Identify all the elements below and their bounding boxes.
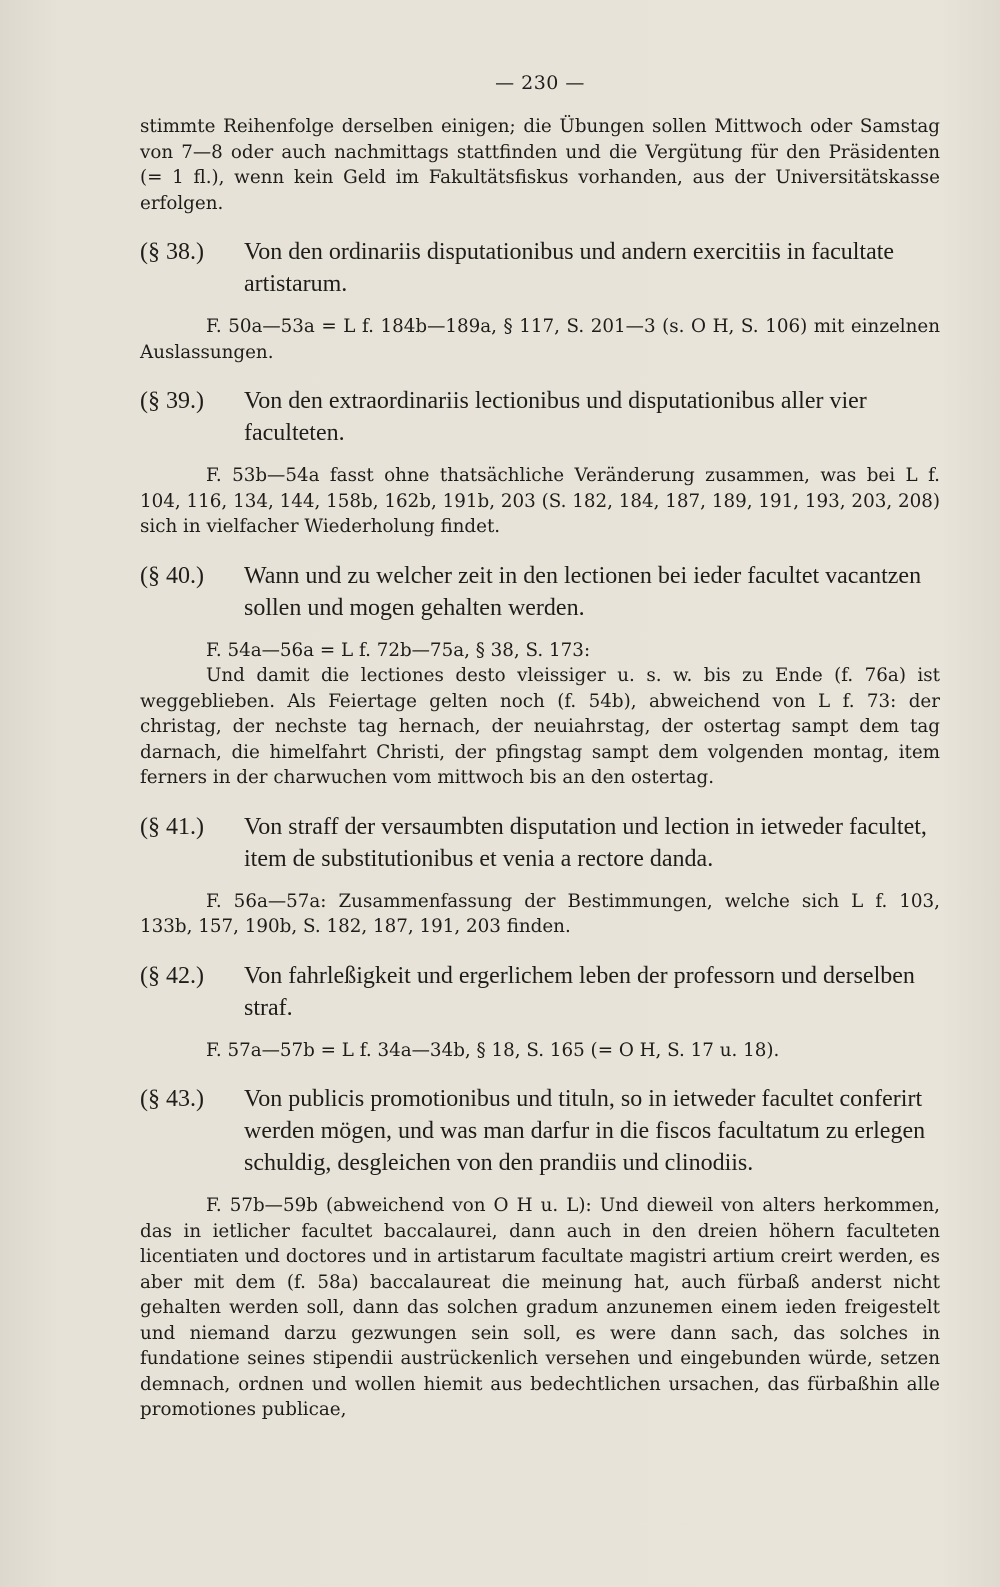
section-number: (§ 40.): [140, 562, 204, 589]
section-text: F. 50a—53a = L f. 184b—189a, § 117, S. 201—3 (s. O H, S. 106) mit einzelnen Auslassungen.: [140, 316, 940, 363]
section-title: Von fahrleßigkeit und ergerlichem leben der professorn und derselben straf.: [244, 962, 915, 1021]
section-text: F. 57b—59b (abweichend von O H u. L): Und dieweil von alters herkommen, das in ietlicher facultet baccalaurei, dann auch in den dreien höhern faculteten licentiaten und doctores und in artistarum facultate magistri artium creirt werden, es aber mit dem (f. 58a) baccalaureat die meinung hat, auch fürbaß anderst nicht gehalten werden soll, dann das solchen gradum anzunemen einem ieden freigestelt und niemand darzu gezwungen sein soll, es were dann sach, das solches in fundatione seines stipendii austrückenlich versehen und eingebunden würde, setzen demnach, ordnen und wollen hiemit aus bedechtlichen ursachen, das fürbaßhin alle promotiones publicae,: [140, 1195, 940, 1420]
section-title: Von den extraordinariis lectionibus und disputationibus aller vier faculteten.: [244, 388, 867, 446]
section-heading-38: [140, 236, 940, 300]
section-heading-39: [140, 385, 940, 449]
intro-paragraph: stimmte Reihenfolge derselben einigen; die Übungen sollen Mittwoch oder Samstag von 7—8 oder auch nachmittags stattfinden und die Vergütung für den Präsidenten (= 1 fl.), wenn kein Geld im Fakultätsfiskus vorhanden, aus der Universitätskasse erfolgen.: [140, 116, 940, 214]
section-text: F. 57a—57b = L f. 34a—34b, § 18, S. 165 (= O H, S. 17 u. 18).: [206, 1039, 780, 1061]
section-quote: Und damit die lectiones desto vleissiger u. s. w. bis zu Ende (f. 76a) ist weggeblieben. Als Feiertage gelten noch (f. 54b), abweichend von L f. 73: der christag, der nechste tag hernach, der neuiahrstag, der ostertag sampt dem tag darnach, die himelfahrt Christi, der pfingstag sampt dem volgenden montag, item ferners in der charwuchen vom mittwoch bis an den ostertag.: [140, 665, 940, 788]
section-number: (§ 41.): [140, 813, 204, 840]
section-number: (§ 38.): [140, 239, 204, 265]
section-number: (§ 43.): [140, 1086, 204, 1112]
section-heading-40: [140, 560, 940, 624]
section-title: Von straff der versaumbten disputation und lection in ietweder facultet, item de substitutionibus et venia a rectore danda.: [244, 813, 927, 872]
section-number: (§ 42.): [140, 962, 204, 989]
section-title: Von publicis promotionibus und tituln, so in ietweder facultet conferirt werden mögen, und was man darfur in die fiscos facultatum zu erlegen schuldig, desgleichen von den prandiis und clinodiis.: [244, 1086, 926, 1176]
section-text: F. 54a—56a = L f. 72b—75a, § 38, S. 173:: [206, 639, 591, 661]
section-heading-42: [140, 960, 940, 1024]
section-heading-43: [140, 1083, 940, 1179]
section-number: (§ 39.): [140, 388, 204, 414]
section-text: F. 56a—57a: Zusammenfassung der Bestimmungen, welche sich L f. 103, 133b, 157, 190b, S. 182, 187, 191, 203 finden.: [140, 890, 940, 937]
section-title: Von den ordinariis disputationibus und andern exercitiis in facultate artistarum.: [244, 239, 895, 297]
section-heading-41: [140, 811, 940, 875]
section-title: Wann und zu welcher zeit in den lectionen bei ieder facultet vacantzen sollen und mogen gehalten werden.: [244, 562, 922, 621]
page-number: — 230 —: [495, 72, 585, 94]
section-text: F. 53b—54a fasst ohne thatsächliche Veränderung zusammen, was bei L f. 104, 116, 134, 144, 158b, 162b, 191b, 203 (S. 182, 184, 187, 189, 191, 193, 203, 208) sich in vielfacher Wiederholung findet.: [140, 465, 940, 537]
